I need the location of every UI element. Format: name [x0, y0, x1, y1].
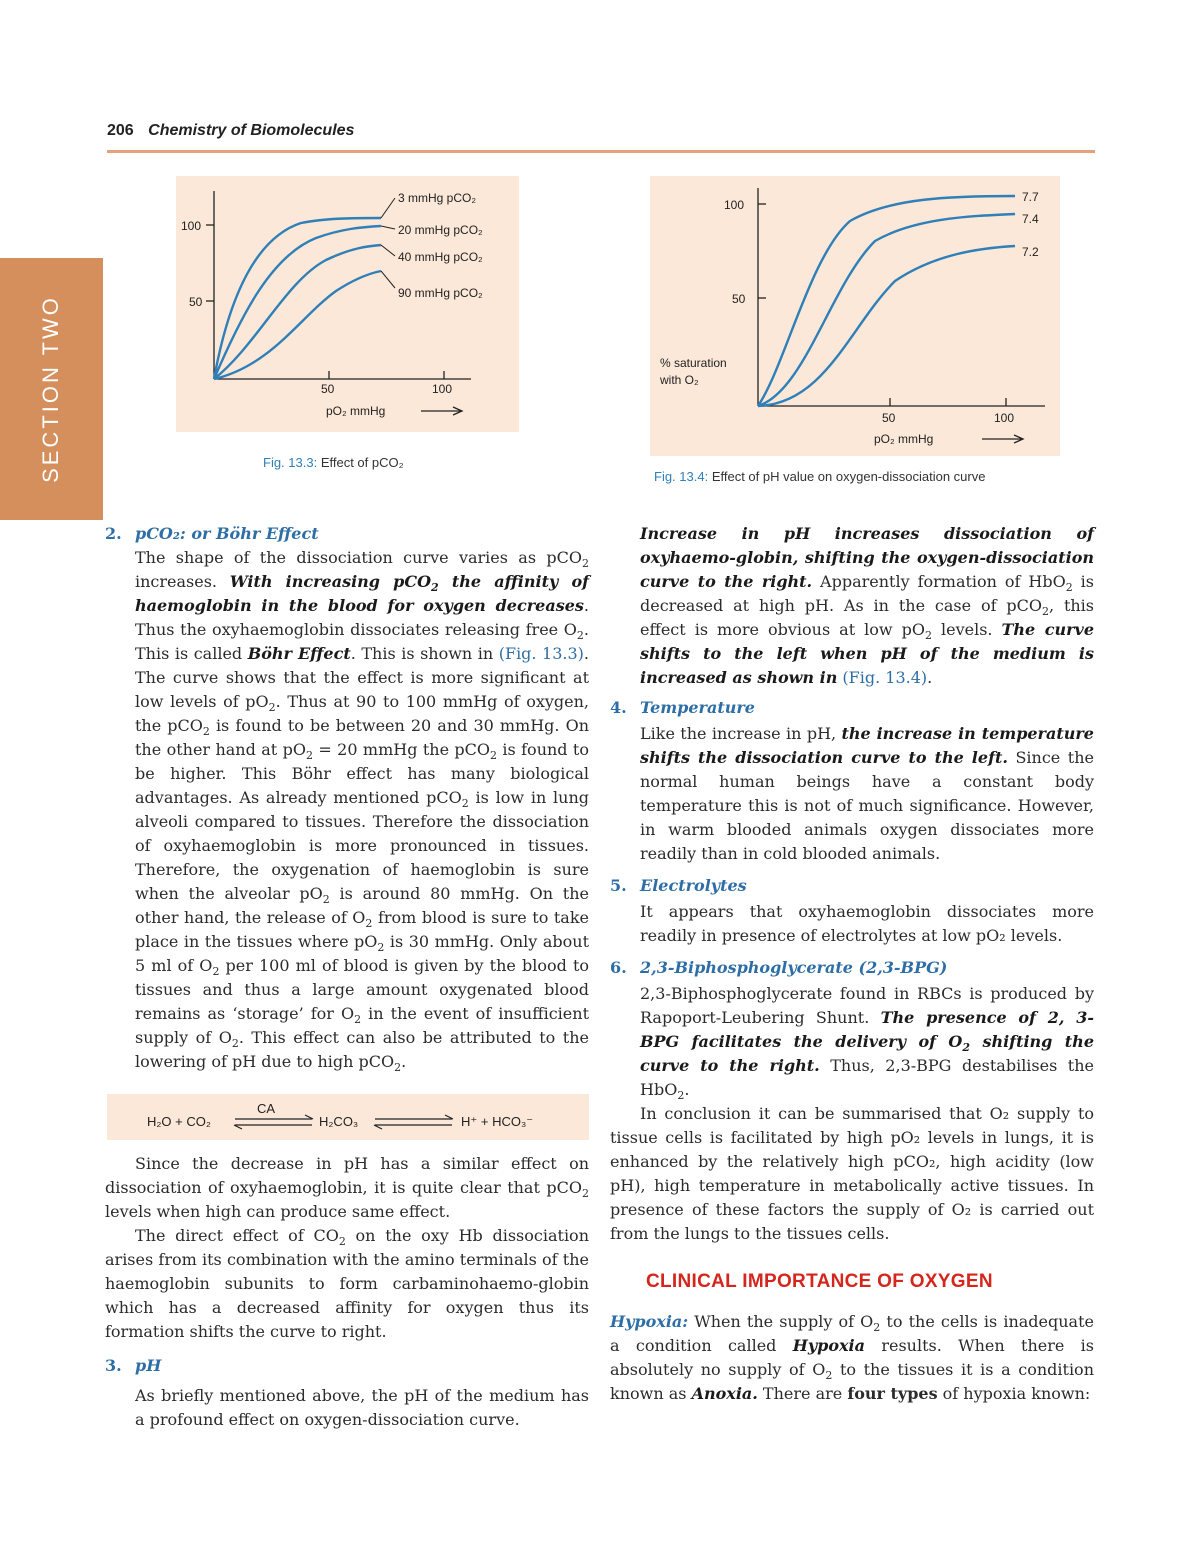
ph-continued-paragraph: Increase in pH increases dissociation of oxyhaemo-globin, shifting the oxygen-dissociation curve to the right. Apparently formation of HbO$_2$ is decreased at high pH. As in the case of pCO$_2$, this effect is more obvious at low $pO_2$ levels. The curve shifts to the left when pH of the medium is increased as shown in (Fig. 13.4). [640, 524, 1095, 687]
caption-text: Effect of pCO₂ [317, 455, 404, 470]
equation-carbonic-acid: H₂CO₃ [319, 1114, 359, 1129]
hypoxia-paragraph: Hypoxia: When the supply of $O_2$ to the cells is inadequate a condition called Hypoxia results. When there is absolutely no supply of $O_2$ to the tissues it is a condition known as Anoxia. There are four types of hypoxia known: [610, 1312, 1094, 1403]
right-column [610, 522, 1094, 1246]
y-tick-100: 100 [724, 198, 745, 212]
equation-arrows [107, 1094, 589, 1140]
equation-enzyme: CA [257, 1101, 276, 1116]
figure-number: Fig. 13.3: [263, 455, 318, 470]
running-title: Chemistry of Biomolecules [148, 122, 355, 139]
x-tick-50: 50 [321, 382, 335, 396]
heading-electrolytes: 5. Electrolytes [610, 876, 747, 895]
x-axis-label: pO₂ mmHg [326, 404, 386, 418]
label-20-mmhg: 20 mmHg pCO₂ [398, 223, 483, 237]
curve-ph-7-4 [758, 214, 1015, 406]
page-number: 206 [107, 122, 134, 139]
heading-pco2: 2. pCO₂: or Böhr Effect [105, 524, 319, 543]
pco2-paragraph: The shape of the dissociation curve varies as pCO$_2$ increases. With increasing pCO$_2$ the affinity of haemoglobin in the blood for oxygen decreases. Thus the oxyhaemoglobin dissociates releasing free $O_2$. This is called Böhr Effect. This is shown in (Fig. 13.3). The curve shows that the effect is more significant at low levels of $pO_2$. Thus at 90 to 100 mmHg of oxygen, the pCO$_2$ is found to be between 20 and 30 mmHg. On the other hand at $pO_2 = 20$ mmHg the pCO$_2$ is found to be higher. This Böhr effect has many biological advantages. As already mentioned pCO$_2$ is low in lung alveoli compared to tissues. Therefore the dissociation of oxyhaemoglobin is more pronounced in tissues. Therefore, the oxygenation of haemoglobin is sure when the alveolar $pO_2$ is around 80 mmHg. On the other hand, the release of $O_2$ from blood is sure to take place in the tissues where $pO_2$ is 30 mmHg. Only about 5 ml of $O_2$ per 100 ml of blood is given by the blood to tissues and thus a large amount oxygenated blood remains as ‘storage’ for $O_2$ in the event of insufficient supply of $O_2$. This effect can also be attributed to the lowering of pH due to high pCO$_2$. [135, 548, 590, 1075]
figure-13-3-caption [263, 455, 404, 470]
x-tick-100: 100 [432, 382, 453, 396]
label-90-mmhg: 90 mmHg pCO₂ [398, 286, 483, 300]
bpg-paragraph: 2,3-Biphosphoglycerate found in RBCs is produced by Rapoport-Leubering Shunt. The presence of 2, 3-BPG facilitates the delivery of $O_2$ shifting the curve to the right. Thus, 2,3-BPG destabilises the HbO$_2$. [640, 984, 1095, 1103]
label-ph-7-4: 7.4 [1022, 212, 1039, 226]
section-tab-label: SECTION TWO [38, 295, 63, 483]
running-header [107, 122, 354, 140]
left-column-top [105, 522, 589, 1074]
equation-reactants: H₂O + CO₂ [147, 1114, 211, 1129]
conclusion-paragraph: In conclusion it can be summarised that O₂ supply to tissue cells is facilitated by high pO₂ levels in lungs, it is enhanced by the relatively high pCO₂, high acidity (low pH), high temperature in metabolically active tissues. In presence of these factors the supply of O₂ is carried out from the lungs to the tissues cells. [610, 1104, 1094, 1243]
heading-bpg: 6. 2,3-Biphosphoglycerate (2,3-BPG) [610, 958, 948, 977]
label-40-mmhg: 40 mmHg pCO₂ [398, 250, 483, 264]
y-axis-label-line1: % saturation [660, 356, 727, 370]
ph-paragraph: As briefly mentioned above, the pH of the medium has a profound effect on oxygen-dissociation curve. [135, 1386, 589, 1429]
figure-number: Fig. 13.4: [654, 469, 709, 484]
y-axis-label-line2: with O₂ [660, 373, 699, 387]
figure-13-3 [176, 176, 519, 432]
x-tick-100: 100 [994, 411, 1015, 425]
label-ph-7-7: 7.7 [1022, 190, 1039, 204]
direct-effect-paragraph: The direct effect of $CO_2$ on the oxy Hb dissociation arises from its combination with the amino terminals of the haemoglobin subunits to form carbaminohaemo-globin which has a decreased affinity for oxygen thus its formation shifts the curve to right. [105, 1226, 589, 1341]
caption-text: Effect of pH value on oxygen-dissociation curve [708, 469, 986, 484]
temperature-paragraph: Like the increase in pH, the increase in temperature shifts the dissociation curve to the left. Since the normal human beings have a constant body temperature this is not of much significance. However, in warm blooded animals oxygen dissociates more readily than in cold blooded animals. [640, 724, 1094, 863]
hypoxia-section [610, 1310, 1094, 1406]
curve-40-mmhg [214, 245, 381, 379]
label-3-mmhg: 3 mmHg pCO₂ [398, 191, 477, 205]
pco2-effect-graph [176, 176, 519, 432]
heading-ph: 3. pH [105, 1356, 162, 1375]
equation-products: H⁺ + HCO₃⁻ [461, 1114, 534, 1129]
clinical-importance-heading: CLINICAL IMPORTANCE OF OXYGEN [646, 1271, 993, 1292]
heading-temperature: 4. Temperature [610, 698, 755, 717]
figure-13-4 [650, 176, 1060, 456]
electrolytes-paragraph: It appears that oxyhaemoglobin dissociates more readily in presence of electrolytes at low pO₂ levels. [640, 902, 1094, 945]
left-column-bottom [105, 1152, 589, 1432]
section-tab [0, 258, 103, 520]
y-tick-50: 50 [189, 295, 203, 309]
ph-effect-graph [650, 176, 1060, 456]
curve-ph-7-2 [758, 246, 1015, 406]
header-rule [107, 150, 1095, 153]
figure-13-4-caption [654, 469, 985, 484]
x-tick-50: 50 [882, 411, 896, 425]
label-ph-7-2: 7.2 [1022, 245, 1039, 259]
y-tick-50: 50 [732, 292, 746, 306]
y-tick-100: 100 [181, 219, 202, 233]
x-axis-label: pO₂ mmHg [874, 432, 934, 446]
curve-ph-7-7 [758, 196, 1015, 406]
carbonic-anhydrase-equation [107, 1094, 589, 1140]
ph-similar-effect-paragraph: Since the decrease in pH has a similar effect on dissociation of oxyhaemoglobin, it is quite clear that pCO$_2$ levels when high can produce same effect. [105, 1154, 589, 1221]
